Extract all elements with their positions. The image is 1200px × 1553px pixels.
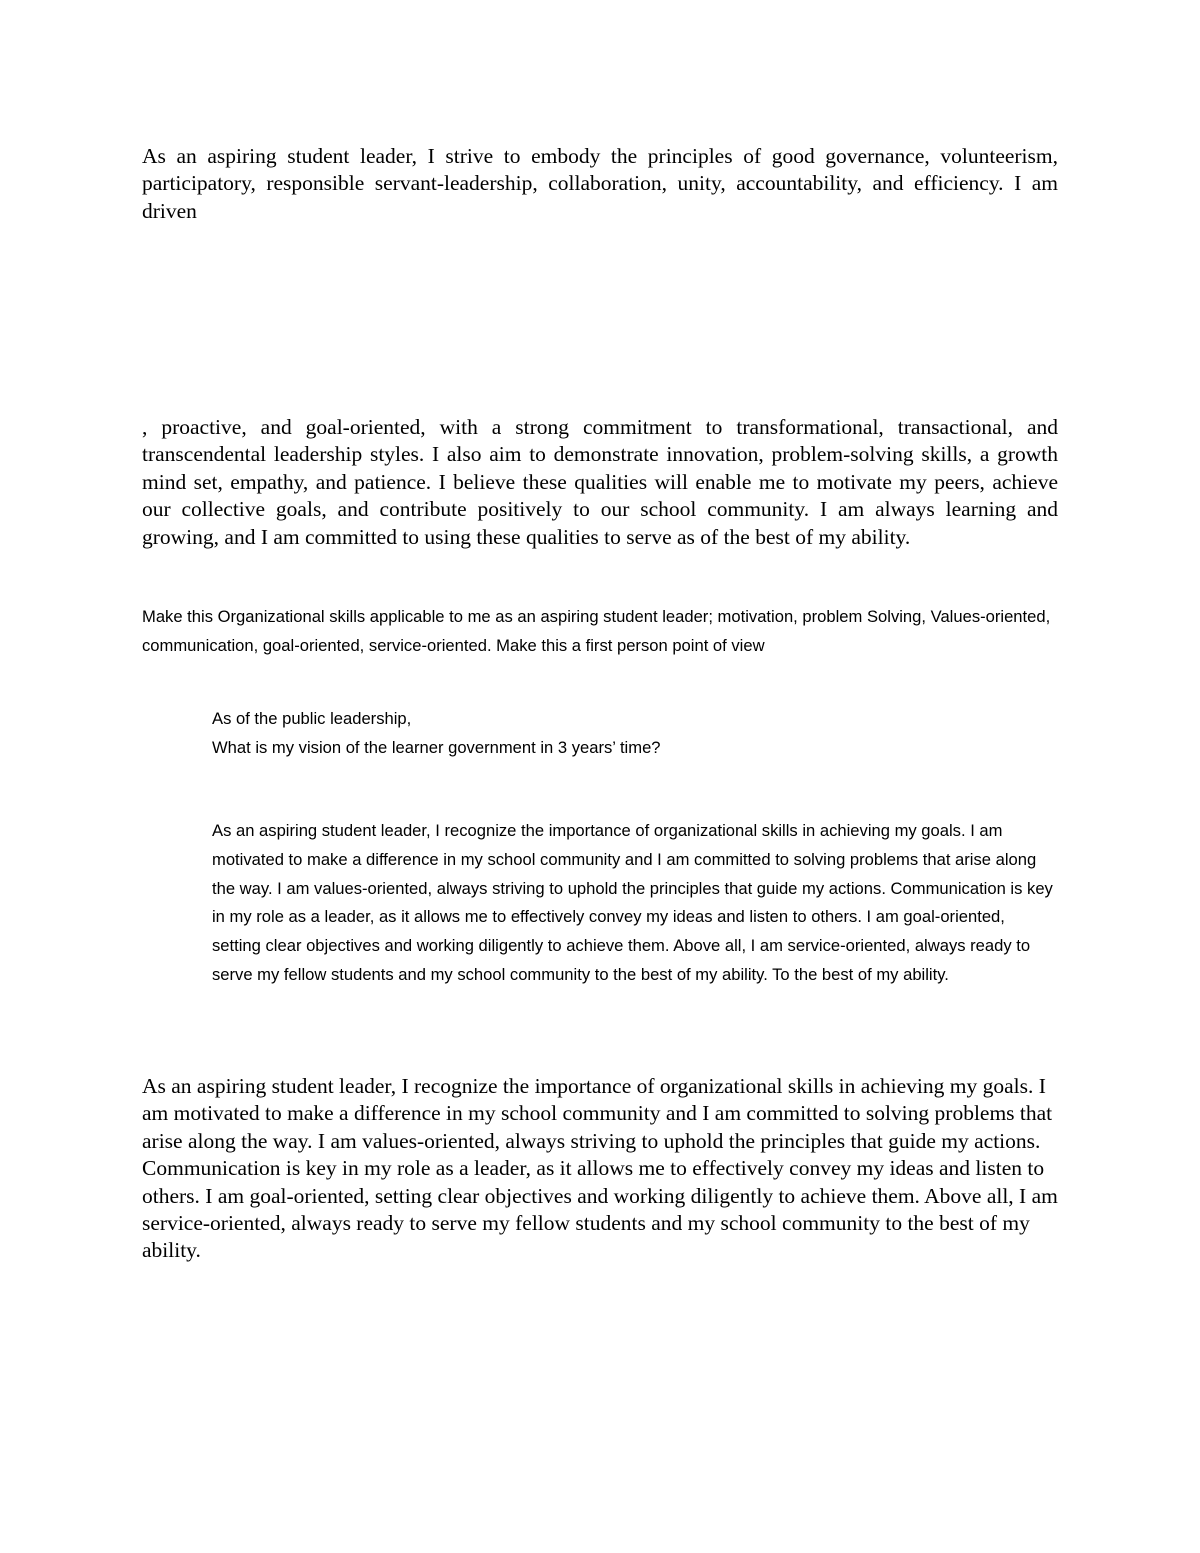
final-paragraph: As an aspiring student leader, I recognize the importance of organizational skills in achieving my goals. I am motivated to make a difference in my school community and I am committed to solving problems that arise along the way. I am values-oriented, always striving to uphold the principles that guide my actions. Communication is key in my role as a leader, as it allows me to effectively convey my ideas and listen to others. I am goal-oriented, setting clear objectives and working diligently to achieve them. Above all, I am service-oriented, always ready to serve my fellow students and my school community to the best of my ability.: [142, 1074, 1058, 1263]
prompt-line-public-leadership: As of the public leadership,: [212, 709, 412, 728]
prompt-paragraph: Make this Organizational skills applicable to me as an aspiring student leader; motivation, problem Solving, Values-oriented, communication, goal-oriented, service-oriented. Make this a first person point of view: [142, 607, 1051, 655]
indented-answer-paragraph: As an aspiring student leader, I recognize the importance of organizational skills in achieving my goals. I am motivated to make a difference in my school community and I am committed to solving problems that arise along the way. I am values-oriented, always striving to uphold the principles that guide my actions. Communication is key in my role as a leader, as it allows me to effectively convey my ideas and listen to others. I am goal-oriented, setting clear objectives and working diligently to achieve them. Above all, I am service-oriented, always ready to serve my fellow students and my school community to the best of my ability. To the best of my ability.: [212, 821, 1053, 984]
intro-paragraph: As an aspiring student leader, I strive to embody the principles of good governance, volunteerism, participatory, responsible servant-leadership, collaboration, unity, accountability, and efficiency. I am driven: [142, 144, 1058, 223]
prompt-questions: [212, 705, 1058, 763]
continuation-paragraph: , proactive, and goal-oriented, with a strong commitment to transformational, transactional, and transcendental leadership styles. I also aim to demonstrate innovation, problem-solving skills, a growth mind set, empathy, and patience. I believe these qualities will enable me to motivate my peers, achieve our collective goals, and contribute positively to our school community. I am always learning and growing, and I am committed to using these qualities to serve as of the best of my ability.: [142, 415, 1058, 549]
prompt-line-vision-question: What is my vision of the learner government in 3 years’ time?: [212, 737, 661, 757]
